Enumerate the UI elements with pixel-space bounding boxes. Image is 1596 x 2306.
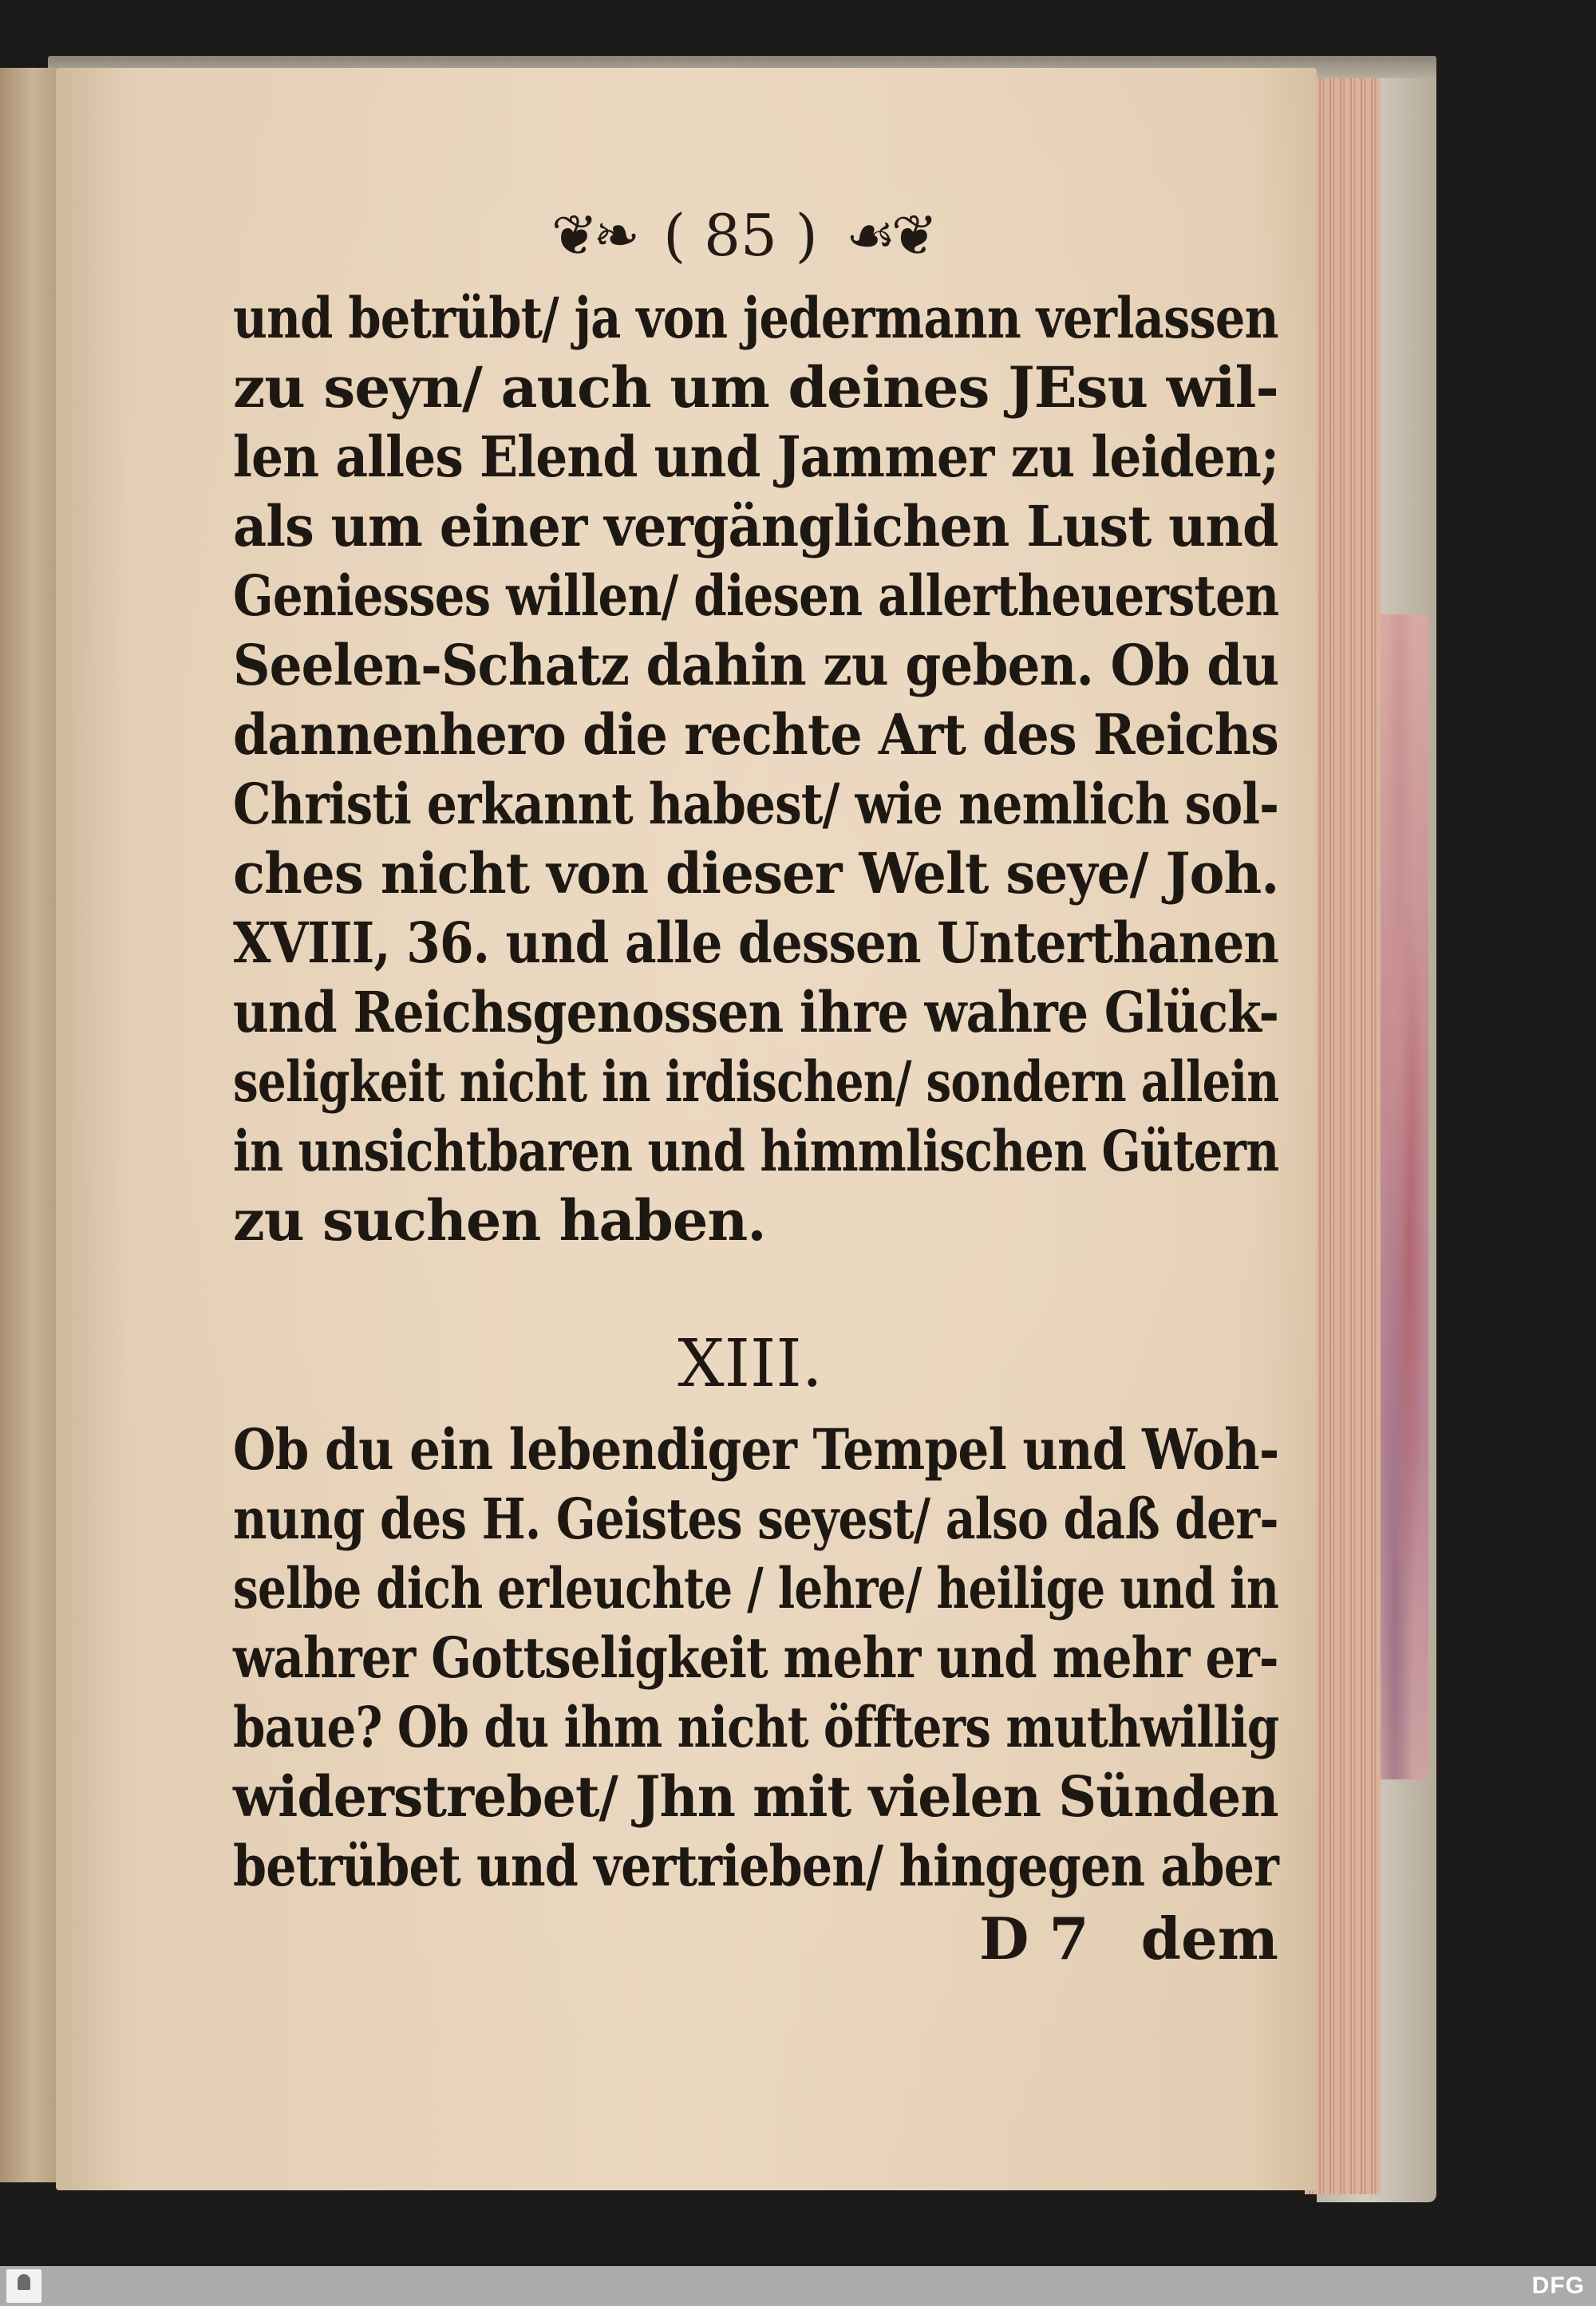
ornament-left-icon: ❦❧ [551, 203, 636, 268]
text-line: len alles Elend und Jammer zu leiden; [233, 424, 1279, 490]
ornament-right-icon: ☙❦ [845, 203, 934, 268]
text-line: selbe dich erleuchte / lehre/ heilige und in [233, 1555, 1279, 1621]
text-line: und betrübt/ ja von jedermann verlassen [233, 285, 1278, 351]
text-line: in unsichtbaren und himmlischen Gütern [233, 1118, 1279, 1184]
text-line: Seelen-Schatz dahin zu geben. Ob du [233, 632, 1279, 698]
text-line: zu suchen haben. [233, 1187, 766, 1254]
text-line: dannenhero die rechte Art des Reichs [233, 701, 1278, 768]
text-line: und Reichsgenossen ihre wahre Glück- [233, 979, 1279, 1045]
text-line: Geniesses willen/ diesen allertheuersten [233, 563, 1279, 629]
book-page [56, 68, 1317, 2190]
text-line: betrübet und vertrieben/ hingegen aber [233, 1833, 1278, 1899]
catchword: dem [1140, 1905, 1278, 1972]
dfg-watermark: DFG [1531, 2272, 1585, 2299]
marbled-endpaper [1381, 614, 1428, 1779]
library-logo-icon [6, 2269, 41, 2303]
text-line: Ob du ein lebendiger Tempel und Woh- [233, 1416, 1279, 1483]
signature-mark: D 7 [979, 1905, 1089, 1972]
page-footer-line [233, 1903, 1278, 1975]
text-line: wahrer Gottseligkeit mehr und mehr er- [233, 1625, 1278, 1691]
viewer-footer [0, 2266, 1596, 2306]
page-number: ( 85 ) [663, 202, 818, 269]
text-line: ches nicht von dieser Welt seye/ Joh. [233, 840, 1279, 906]
text-block-bottom [233, 1415, 1278, 1901]
text-line: seligkeit nicht in irdischen/ sondern allein [233, 1048, 1279, 1115]
text-line: Christi erkannt habest/ wie nemlich sol- [233, 771, 1279, 837]
text-line: als um einer vergänglichen Lust und [233, 493, 1278, 559]
left-page-edge [0, 68, 60, 2182]
text-line: XVIII, 36. und alle dessen Unterthanen [233, 910, 1278, 976]
text-line: baue? Ob du ihm nicht öffters muthwillig [233, 1694, 1279, 1760]
text-block-top [233, 283, 1278, 1255]
page-header [527, 195, 958, 275]
text-line: nung des H. Geistes seyest/ also daß der- [233, 1486, 1278, 1552]
text-line: zu seyn/ auch um deines JEsu wil- [233, 354, 1278, 421]
section-number: XIII. [678, 1326, 823, 1402]
text-line: widerstrebet/ Jhn mit vielen Sünden [233, 1763, 1278, 1830]
